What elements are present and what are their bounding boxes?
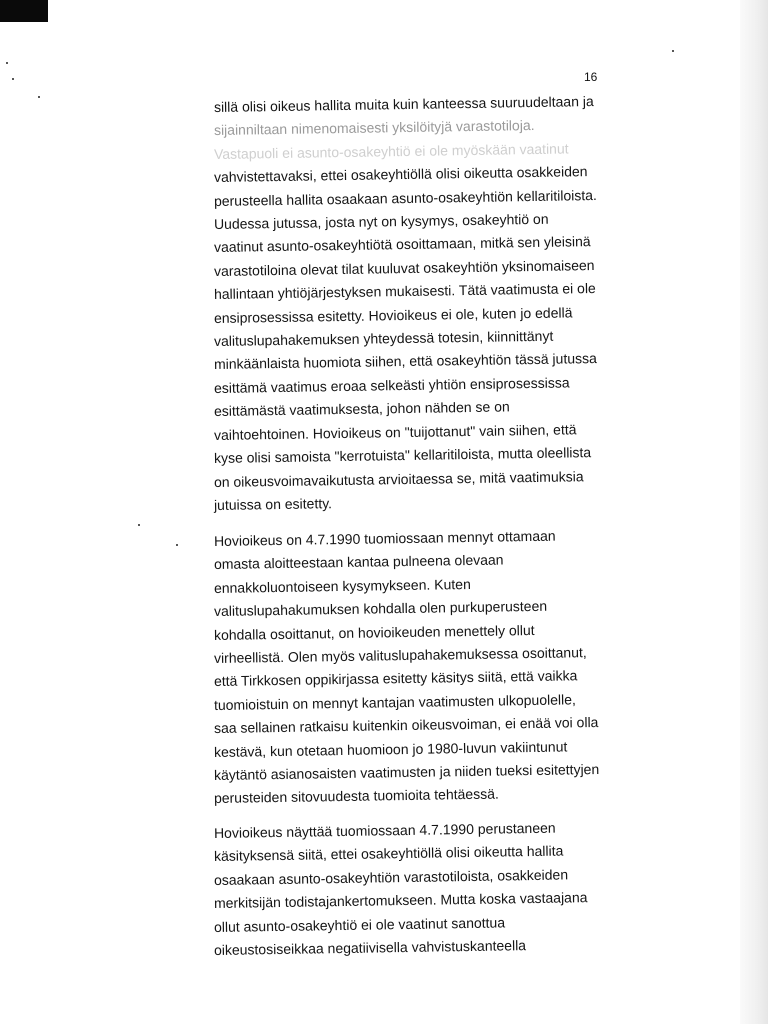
- text-line: omasta aloitteestaan kantaa pulneena olevaan: [213, 551, 504, 573]
- text-line: minkäänlaista huomiota siihen, että osakeyhtiön tässä jutussa: [213, 350, 597, 373]
- text-line: perusteella hallita osaakaan asunto-osakeyhtiön kellaritiloista.: [213, 186, 597, 209]
- text-line: kestävä, kun otetaan huomioon jo 1980-luvun vakiintunut: [213, 738, 568, 760]
- text-line: Uudessa jutussa, josta nyt on kysymys, osakeyhtiö on: [213, 210, 549, 233]
- text-line: ollut asunto-osakeyhtiö ei ole vaatinut sanottua: [213, 914, 506, 935]
- text-line: jutuissa on esitetty.: [213, 495, 333, 513]
- text-line: valituslupahakemuksen yhteydessä totesin, kiinnittänyt: [213, 327, 554, 350]
- paragraph-3: [213, 819, 634, 962]
- text-line: ensiprosessissa esitetty. Hovioikeus ei ole, kuten jo edellä: [213, 304, 573, 326]
- text-line: virheellistä. Olen myös valituslupahakemuksessa osoittanut,: [213, 644, 587, 667]
- scan-border-right: [740, 0, 768, 1024]
- text-line: sijainniltaan nimenomaisesti yksilöityjä varastotiloja.: [213, 117, 535, 139]
- text-line: käsityksensä siitä, ettei osakeyhtiöllä olisi oikeutta hallita: [213, 842, 564, 865]
- text-line: sillä olisi oikeus hallita muita kuin kanteessa suuruudeltaan ja: [213, 93, 594, 115]
- text-line: vahvistettavaksi, ettei osakeyhtiöllä olisi oikeutta osakkeiden: [213, 163, 588, 186]
- page-number: 16: [584, 70, 598, 84]
- text-line: esittämästä vaatimuksesta, johon nähden se on: [213, 398, 510, 420]
- paragraph-1: [213, 93, 634, 517]
- text-line: hallintaan yhtiöjärjestyksen mukaisesti. Tätä vaatimusta ei ole: [213, 280, 596, 303]
- text-line: vaihtoehtoinen. Hovioikeus on "tuijottanut" vain siihen, että: [213, 420, 577, 443]
- paragraph-2: [213, 527, 634, 811]
- text-line: merkitsijän todistajankertomukseen. Mutta koska vastaajana: [213, 889, 588, 912]
- text-line: on oikeusvoimavaikutusta arvioitaessa se, mitä vaatimuksia: [213, 467, 584, 490]
- text-line: valituslupahakumuksen kohdalla olen purkuperusteen: [213, 597, 548, 620]
- text-line: ennakkoluontoiseen kysymykseen. Kuten: [213, 575, 471, 596]
- text-line: että Tirkkosen oppikirjassa esitetty käsitys siitä, että vaikka: [213, 667, 578, 690]
- text-line: perusteiden sitovuudesta tuomioita tehtäessä.: [213, 785, 499, 807]
- text-line: Vastapuoli ei asunto-osakeyhtiö ei ole myöskään vaatinut: [213, 140, 569, 162]
- text-line: kohdalla osoittanut, on hovioikeuden menettely ollut: [213, 621, 535, 643]
- text-line: varastotiloina olevat tilat kuuluvat osakeyhtiön yksinomaiseen: [213, 256, 595, 279]
- text-line: Hovioikeus on 4.7.1990 tuomiossaan mennyt ottamaan: [213, 527, 556, 549]
- text-line: oikeustosiseikkaa negatiivisella vahvistuskanteella: [213, 937, 527, 959]
- text-line: tuomioistuin on mennyt kantajan vaatimusten ulkopuolelle,: [213, 691, 576, 713]
- text-line: käytäntö asianosaisten vaatimusten ja niiden tueksi esitettyjen: [213, 761, 600, 784]
- text-line: saa sellainen ratkaisu kuitenkin oikeusvoiman, ei enää voi olla: [213, 714, 599, 737]
- text-line: osaakaan asunto-osakeyhtiön varastotiloista, osakkeiden: [213, 866, 569, 888]
- text-line: Hovioikeus näyttää tuomiossaan 4.7.1990 perustaneen: [213, 819, 556, 841]
- text-line: esittämä vaatimus eroaa selkeästi yhtiön ensiprosessissa: [213, 374, 570, 396]
- text-line: kyse olisi samoista "kerrotuista" kellaritiloista, mutta oleellista: [213, 444, 592, 467]
- text-line: vaatinut asunto-osakeyhtiötä osoittamaan, mitkä sen yleisinä: [213, 233, 591, 256]
